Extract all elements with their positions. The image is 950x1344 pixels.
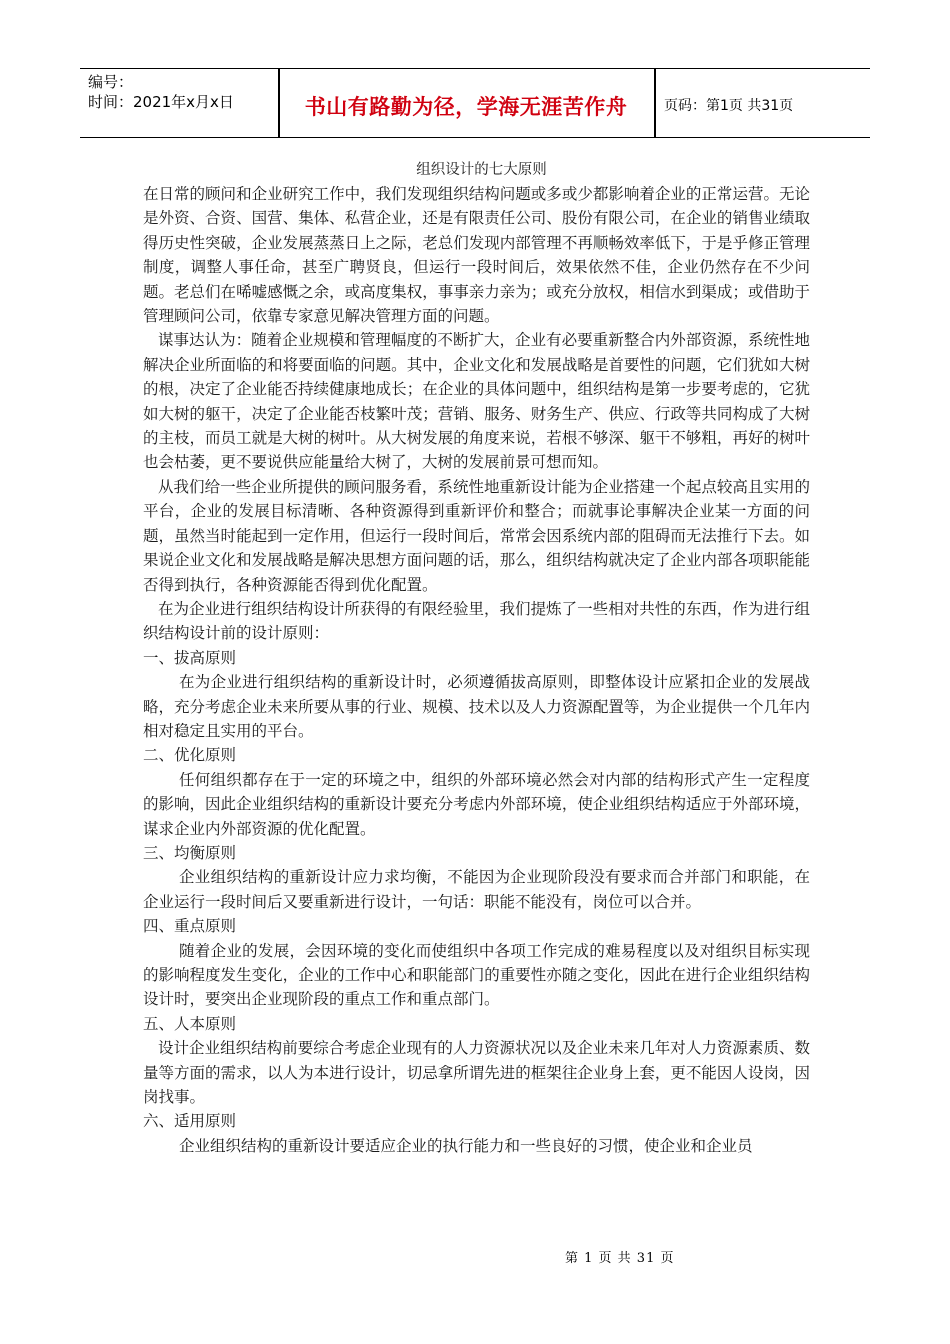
section-heading: 五、人本原则 (143, 1014, 237, 1033)
paragraph: 谋事达认为：随着企业规模和管理幅度的不断扩大，企业有必要重新整合内外部资源，系统性地解决企业所面临的和将要面临的问题。其中，企业文化和发展战略是首要性的问题，它们犹如大树的根，决定了企业能否持续健康地成长；在企业的具体问题中，组织结构是第一步要考虑的，它犹如大树的躯干，决定了企业能否枝繁叶茂；营销、服务、财务生产、供应、行政等共同构成了大树的主枝，而员工就是大树的树叶。从大树发展的角度来说，若根不够深、躯干不够粗，再好的树叶也会枯萎，更不要说供应能量给大树了，大树的发展前景可想而知。 (143, 331, 810, 472)
header-slogan: 书山有路勤为径，学海无涯苦作舟 (304, 95, 628, 119)
document-time-label: 时间：2021年x月x日 (88, 93, 234, 111)
page-footer: 第 1 页 共 31 页 (565, 1251, 675, 1266)
paragraph: 在为企业进行组织结构设计所获得的有限经验里，我们提炼了一些相对共性的东西，作为进行组织结构设计前的设计原则： (143, 599, 810, 643)
document-header (80, 68, 870, 138)
paragraph: 企业组织结构的重新设计应力求均衡，不能因为企业现阶段没有要求而合并部门和职能，在企业运行一段时间后又要重新进行设计，一句话：职能不能没有，岗位可以合并。 (143, 868, 810, 911)
paragraph: 设计企业组织结构前要综合考虑企业现有的人力资源状况以及企业未来几年对人力资源素质、数量等方面的需求，以人为本进行设计，切忌拿所谓先进的框架往企业身上套，更不能因人设岗，因岗找事。 (143, 1039, 810, 1107)
header-page-info: 页码：第1页 共31页 (664, 98, 794, 114)
paragraph: 在为企业进行组织结构的重新设计时，必须遵循拔高原则，即整体设计应紧扣企业的发展战略，充分考虑企业未来所要从事的行业、规模、技术以及人力资源配置等，为企业提供一个几年内相对稳定且实用的平台。 (143, 673, 810, 740)
paragraph: 从我们给一些企业所提供的顾问服务看，系统性地重新设计能为企业搭建一个起点较高且实用的平台，企业的发展目标清晰、各种资源得到重新评价和整合；而就事论事解决企业某一方面的问题，虽然当时能起到一定作用，但运行一段时间后，常常会因系统内部的阻碍而无法推行下去。如果说企业文化和发展战略是解决思想方面问题的话，那么，组织结构就决定了企业内部各项职能能否得到执行，各种资源能否得到优化配置。 (143, 477, 810, 594)
paragraph: 企业组织结构的重新设计要适应企业的执行能力和一些良好的习惯，使企业和企业员 (179, 1136, 753, 1155)
section-heading: 一、拔高原则 (143, 648, 237, 667)
section-heading: 二、优化原则 (143, 746, 237, 765)
paragraph: 随着企业的发展，会因环境的变化而使组织中各项工作完成的难易程度以及对组织目标实现的影响程度发生变化，企业的工作中心和职能部门的重要性亦随之变化，因此在进行企业组织结构设计时，要突出企业现阶段的重点工作和重点部门。 (143, 941, 810, 1009)
paragraph: 任何组织都存在于一定的环境之中，组织的外部环境必然会对内部的结构形式产生一定程度的影响，因此企业组织结构的重新设计要充分考虑内外部环境，使企业组织结构适应于外部环境，谋求企业内外部资源的优化配置。 (143, 770, 810, 838)
section-heading: 四、重点原则 (143, 917, 237, 936)
header-divider (654, 69, 656, 137)
document-number-label: 编号： (88, 73, 134, 91)
document-title: 组织设计的七大原则 (416, 162, 547, 178)
section-heading: 六、适用原则 (143, 1112, 237, 1131)
section-heading: 三、均衡原则 (143, 843, 237, 862)
paragraph: 在日常的顾问和企业研究工作中，我们发现组织结构问题或多或少都影响着企业的正常运营。无论是外资、合资、国营、集体、私营企业，还是有限责任公司、股份有限公司，在企业的销售业绩取得历史性突破，企业发展蒸蒸日上之际，老总们发现内部管理不再顺畅效率低下，于是乎修正管理制度，调整人事任命，甚至广聘贤良，但运行一段时间后，效果依然不佳，企业仍然存在不少问题。老总们在唏嘘感慨之余，或高度集权，事事亲力亲为；或充分放权，相信水到渠成；或借助于管理顾问公司，依靠专家意见解决管理方面的问题。 (143, 185, 810, 326)
document-body (143, 158, 810, 1158)
